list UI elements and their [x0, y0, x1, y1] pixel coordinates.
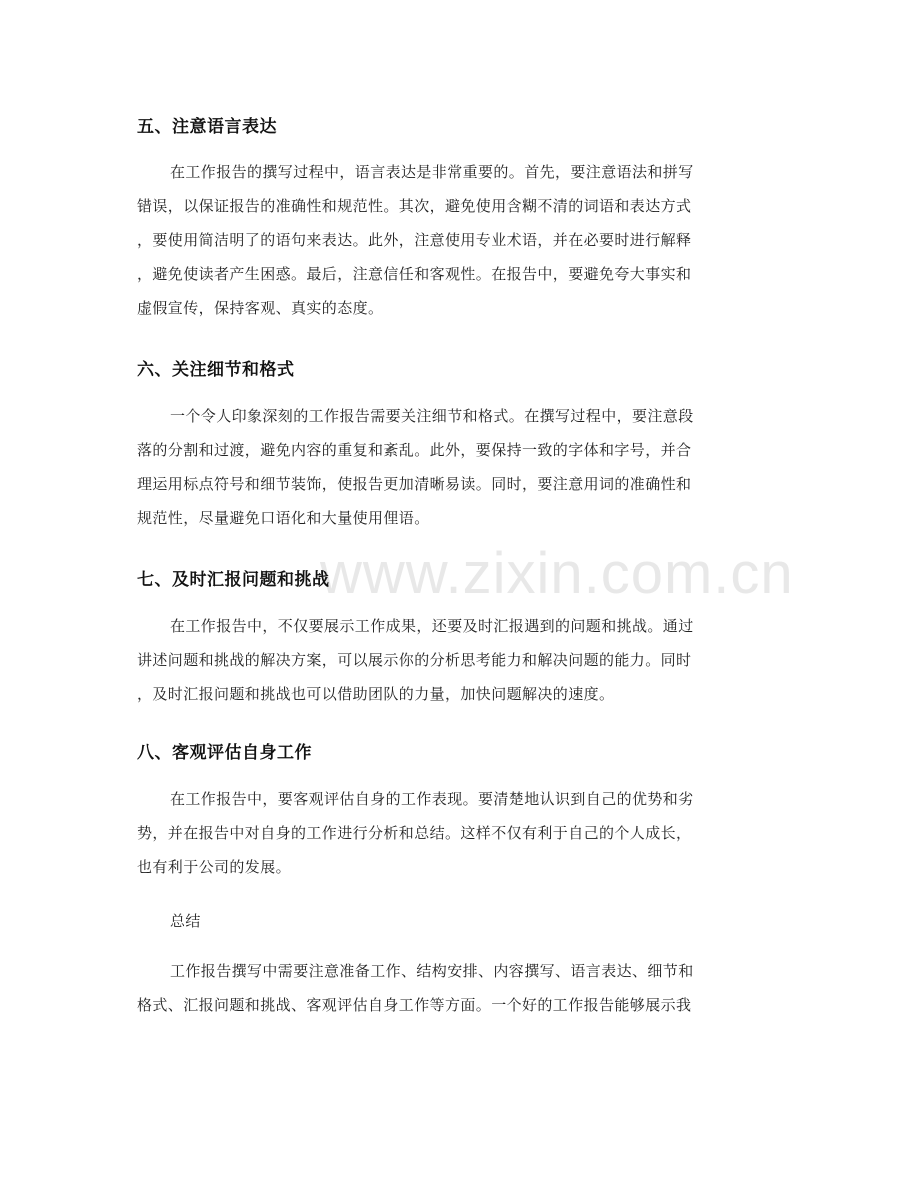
paragraph-line: 讲述问题和挑战的解决方案，可以展示你的分析思考能力和解决问题的能力。同时: [137, 651, 692, 669]
paragraph-line: 错误，以保证报告的准确性和规范性。其次，避免使用含糊不清的词语和表达方式: [137, 197, 692, 215]
paragraph-line: ，要使用简洁明了的语句来表达。此外，注意使用专业术语，并在必要时进行解释: [137, 231, 692, 249]
section-paragraph: [137, 609, 785, 711]
paragraph-line: 工作报告撰写中需要注意准备工作、结构安排、内容撰写、语言表达、细节和: [170, 962, 694, 980]
paragraph-line: 一个令人印象深刻的工作报告需要关注细节和格式。在撰写过程中，要注意段: [170, 407, 694, 425]
paragraph-line: ，及时汇报问题和挑战也可以借助团队的力量，加快问题解决的速度。: [137, 685, 615, 703]
section-paragraph: [137, 399, 785, 535]
section-paragraph: [137, 155, 785, 325]
paragraph-line: ，避免使读者产生困惑。最后，注意信任和客观性。在报告中，要避免夸大事实和: [137, 265, 692, 283]
summary-paragraph: [137, 954, 785, 1022]
paragraph-line: 在工作报告中，要客观评估自身的工作表现。要清楚地认识到自己的优势和劣: [170, 790, 694, 808]
section-heading: 五、注意语言表达: [137, 117, 277, 137]
watermark: www.zixin.com.cn: [320, 541, 794, 606]
paragraph-line: 在工作报告中，不仅要展示工作成果，还要及时汇报遇到的问题和挑战。通过: [170, 617, 694, 635]
summary-label: 总结: [170, 912, 201, 930]
paragraph-line: 落的分割和过渡，避免内容的重复和紊乱。此外，要保持一致的字体和字号，并合: [137, 441, 692, 459]
paragraph-line: 势，并在报告中对自身的工作进行分析和总结。这样不仅有利于自己的个人成长，: [137, 824, 692, 842]
paragraph-line: 理运用标点符号和细节装饰，使报告更加清晰易读。同时，要注意用词的准确性和: [137, 475, 692, 493]
paragraph-line: 规范性，尽量避免口语化和大量使用俚语。: [137, 509, 430, 527]
section-heading: 八、客观评估自身工作: [137, 743, 312, 763]
section-heading: 六、关注细节和格式: [137, 360, 295, 380]
section-heading: 七、及时汇报问题和挑战: [137, 570, 330, 590]
section-paragraph: [137, 782, 785, 884]
paragraph-line: 也有利于公司的发展。: [137, 858, 292, 876]
paragraph-line: 在工作报告的撰写过程中，语言表达是非常重要的。首先，要注意语法和拼写: [170, 163, 694, 181]
paragraph-line: 虚假宣传，保持客观、真实的态度。: [137, 299, 384, 317]
paragraph-line: 格式、汇报问题和挑战、客观评估自身工作等方面。一个好的工作报告能够展示我: [137, 996, 692, 1014]
